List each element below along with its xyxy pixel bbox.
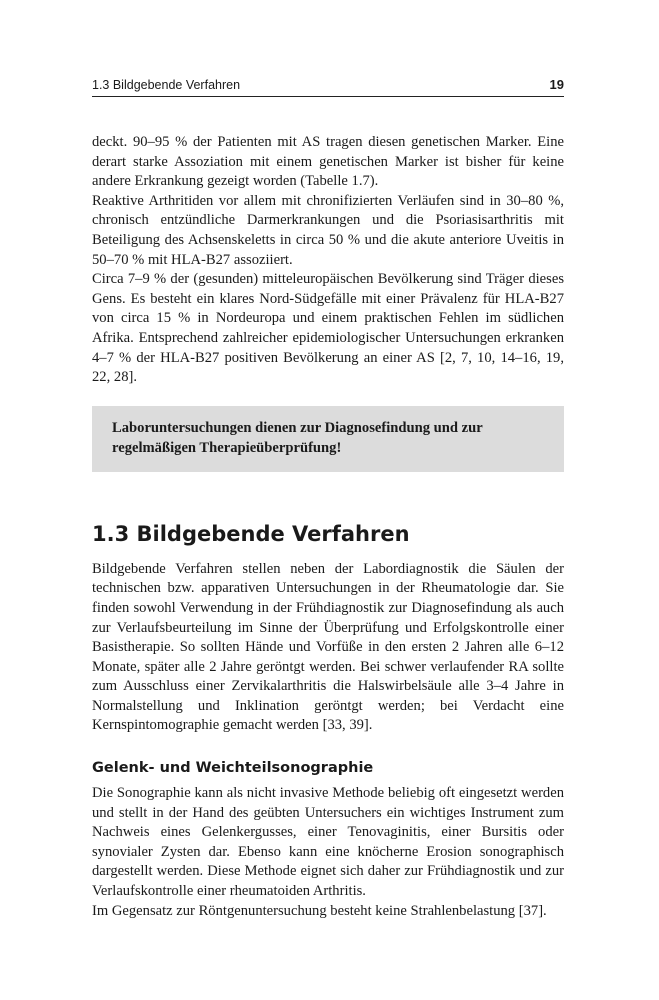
page-number: 19 bbox=[549, 77, 564, 92]
section-heading: 1.3 Bildgebende Verfahren bbox=[92, 521, 410, 546]
paragraph: Circa 7–9 % der (gesunden) mitteleuropäischen Bevölkerung sind Träger dieses Gens. Es besteht ein klares Nord-Südgefälle mit einer Prävalenz für HLA-B27 von circa 15 % in Nordeuropa und einem praktischen Fehlen im südlichen Afrika. Entsprechend zahlreicher epidemiologischer Untersuchungen erkranken 4–7 % der HLA-B27 positiven Bevölkerung an einer AS [2, 7, 10, 14–16, 19, 22, 28]. bbox=[92, 271, 564, 386]
running-header bbox=[92, 78, 564, 97]
paragraph: Bildgebende Verfahren stellen neben der Labordiagnostik die Säulen der technischen bzw. apparativen Untersuchungen in der Rheumatologie dar. Sie finden sowohl Verwendung in der Frühdiagnostik zur Diagnosefindung als auch zur Verlaufsbeurteilung im Sinne der Überprüfung und Erfolgskontrolle einer Basistherapie. So sollten Hände und Vorfüße in den ersten 2 Jahren alle 6–12 Monate, später alle 2 Jahre geröntgt werden. Bei schwer verlaufender RA sollte zum Ausschluss einer Zervikalarthritis die Halswirbelsäule alle 3–4 Jahre in Normalstellung und Inklination geröntgt werden; bei Verdacht eine Kernspintomographie gemacht werden [33, 39]. bbox=[92, 560, 564, 734]
highlight-box: Laboruntersuchungen dienen zur Diagnosefindung und zur regelmäßigen Therapieüberprüfung! bbox=[92, 406, 564, 472]
header-section-title: 1.3 Bildgebende Verfahren bbox=[92, 78, 241, 92]
paragraph: Reaktive Arthritiden vor allem mit chronifizierten Verläufen sind in 30–80 %, chronisch entzündliche Darmerkrankungen und die Psoriasisarthritis mit Beteiligung des Achsenskeletts in circa 50 % und die akute anteriore Uveitis in 50–70 % mit HLA-B27 assoziiert. bbox=[92, 192, 564, 268]
page-body bbox=[92, 133, 564, 921]
paragraph: Im Gegensatz zur Röntgenuntersuchung besteht keine Strahlenbelastung [37]. bbox=[92, 902, 547, 919]
paragraph: deckt. 90–95 % der Patienten mit AS tragen diesen genetischen Marker. Eine derart starke Assoziation mit einem genetischen Marker ist bisher für keine andere Erkrankung gezeigt worden (Tabelle 1.7). bbox=[92, 134, 564, 190]
subsection-heading: Gelenk- und Weichteilsonographie bbox=[92, 760, 374, 777]
paragraph: Die Sonographie kann als nicht invasive Methode beliebig oft eingesetzt werden und stellt in der Hand des geübten Untersuchers ein wichtiges Instrument zum Nachweis eines Gelenkergusses, einer Tenovaginitis, einer Bursitis oder synovialer Zysten dar. Ebenso kann eine knöcherne Erosion sonographisch dargestellt werden. Diese Methode eignet sich daher zur Frühdiagnostik und zur Verlaufskontrolle einer rheumatoiden Arthritis. bbox=[92, 785, 564, 900]
